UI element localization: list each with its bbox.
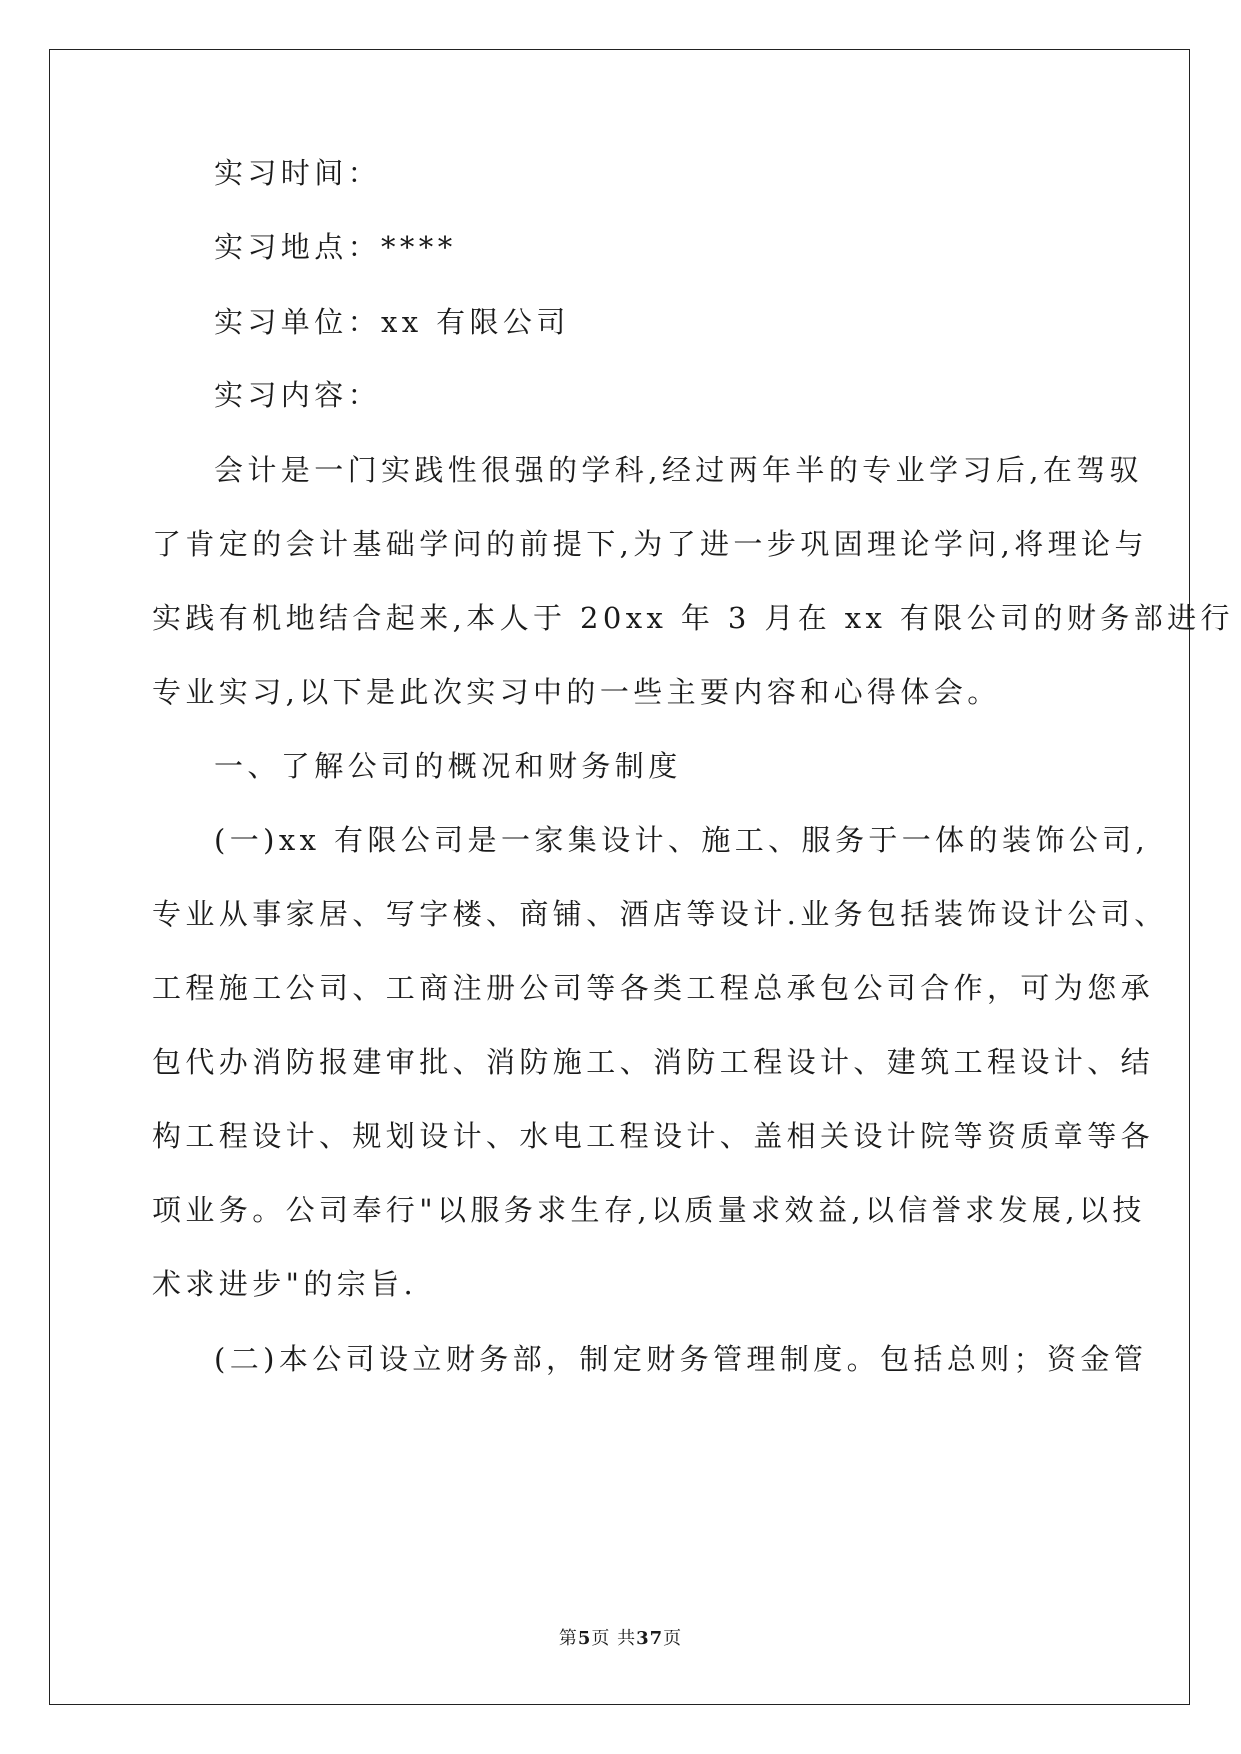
internship-location-label: 实习地点：****	[214, 230, 457, 264]
paragraph-line: 工程施工公司、工商注册公司等各类工程总承包公司合作，可为您承	[152, 971, 1155, 1005]
page-suffix: 页	[663, 1628, 683, 1649]
paragraph-line: 构工程设计、规划设计、水电工程设计、盖相关设计院等资质章等各	[152, 1119, 1155, 1153]
paragraph-line: 实践有机地结合起来,本人于 20xx 年 3 月在 xx 有限公司的财务部进行	[152, 601, 1234, 635]
internship-time-label: 实习时间：	[214, 156, 382, 190]
page-number-footer	[0, 1628, 1241, 1650]
paragraph-line: 专业实习,以下是此次实习中的一些主要内容和心得体会。	[152, 675, 1001, 709]
paragraph-line: 了肯定的会计基础学问的前提下,为了进一步巩固理论学问,将理论与	[152, 527, 1148, 561]
paragraph-line: 术求进步"的宗旨.	[152, 1267, 418, 1301]
paragraph-line: 项业务。公司奉行"以服务求生存,以质量求效益,以信誉求发展,以技	[152, 1193, 1146, 1227]
paragraph-line: (二)本公司设立财务部，制定财务管理制度。包括总则；资金管	[214, 1342, 1148, 1376]
paragraph-line: 包代办消防报建审批、消防施工、消防工程设计、建筑工程设计、结	[152, 1045, 1155, 1079]
total-page-number: 37	[636, 1628, 664, 1649]
section-heading: 一、了解公司的概况和财务制度	[214, 749, 682, 783]
page-mid: 页 共	[591, 1628, 637, 1649]
page-border	[49, 49, 1190, 1705]
paragraph-line: 会计是一门实践性很强的学科,经过两年半的专业学习后,在驾驭	[214, 453, 1144, 487]
paragraph-line: 专业从事家居、写字楼、商铺、酒店等设计.业务包括装饰设计公司、	[152, 897, 1168, 931]
page-prefix: 第	[558, 1628, 578, 1649]
paragraph-line: (一)xx 有限公司是一家集设计、施工、服务于一体的装饰公司,	[214, 823, 1150, 857]
internship-unit-label: 实习单位：xx 有限公司	[214, 305, 570, 339]
internship-content-label: 实习内容：	[214, 378, 382, 412]
current-page-number: 5	[577, 1628, 592, 1649]
